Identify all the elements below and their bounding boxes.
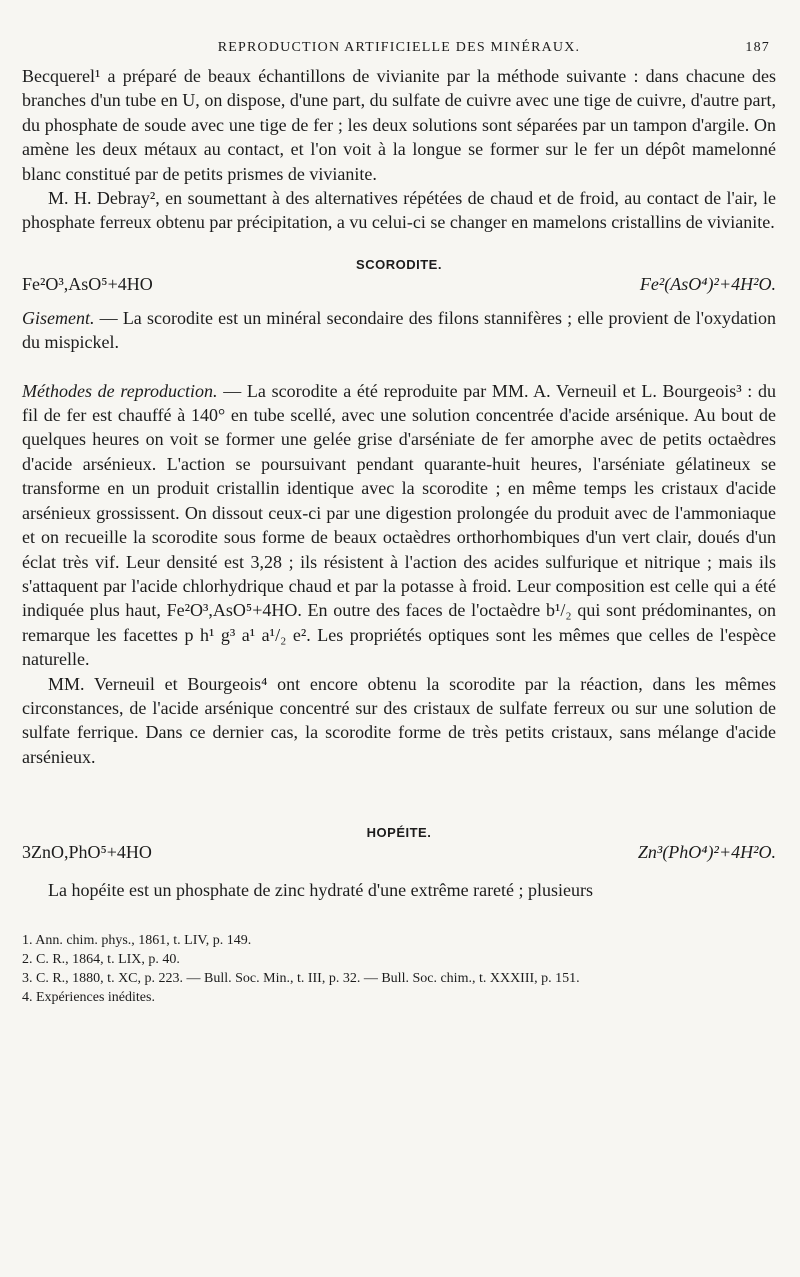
paragraph-gisement xyxy=(22,306,776,355)
paragraph-debray: M. H. Debray², en soumettant à des alternatives répétées de chaud et de froid, au contact de l'air, le phosphate ferreux obtenu par précipitation, a vu celui-ci se changer en mamelons cristallins de vivianite. xyxy=(22,188,776,233)
formula-scorodite-new: Fe²(AsO⁴)²+4H²O. xyxy=(639,273,776,294)
footnote: 1. Ann. chim. phys., 1861, t. LIV, p. 149. xyxy=(22,932,252,948)
label-gisement: Gisement. xyxy=(22,307,95,328)
paragraph-methodes xyxy=(22,379,776,672)
formula-hopeite-old: 3ZnO,PhO⁵+4HO xyxy=(22,842,152,863)
page-number: 187 xyxy=(745,40,770,55)
formula-scorodite xyxy=(22,272,776,296)
footnote: 3. C. R., 1880, t. XC, p. 223. — Bull. Soc. Min., t. III, p. 32. — Bull. Soc. chim., t. XXXIII, p. 151. xyxy=(22,970,580,986)
formula-scorodite-old: Fe²O³,AsO⁵+4HO xyxy=(22,273,153,294)
label-methodes: Méthodes de reproduction. xyxy=(22,380,218,401)
section-heading-scorodite: SCORODITE. xyxy=(356,256,442,272)
section-heading-hopeite: HOPÉITE. xyxy=(366,825,432,841)
text-gisement: — La scorodite est un minéral secondaire des filons stannifères ; elle provient de l'oxydation du mispickel. xyxy=(22,307,776,353)
paragraph-verneuil-bourgeois: MM. Verneuil et Bourgeois⁴ ont encore obtenu la scorodite par la réaction, dans les mêmes circonstances, de l'acide arsénique concentré sur des cristaux de sulfate ferreux ou sur une solution de sulfate ferrique. Dans ce dernier cas, la scorodite forme de très petits cristaux, sans mélange d'acide arsénieux. xyxy=(22,673,776,767)
document-page xyxy=(22,40,776,1007)
text-methodes: — La scorodite a été reproduite par MM. A. Verneuil et L. Bourgeois³ : du fil de fer est chauffé à 140° en tube scellé, avec une solution concentrée d'acide arsénique. Au bout de quelques heures on voit se former une gelée grise d'arséniate de fer amorphe avec de petits octaèdres d'acide arsénieux. L'action se poursuivant pendant quarante-huit heures, l'arséniate gélatineux se transforme en un produit cristallin identique avec la scorodite ; en même temps les cristaux d'acide arsénieux grossissent. On dissout ceux-ci par une digestion prolongée du produit avec de l'ammoniaque et on recueille la scorodite sous forme de beaux octaèdres orthorhombiques d'un vert clair, doués d'un éclat très vif. Leur densité est 3,28 ; ils résistent à l'action des acides sulfurique et nitrique ; mais ils s'attaquent par l'acide chlorhydrique chaud et par la potasse à froid. Leur composition est celle qui a été indiquée plus haut, Fe²O³,AsO⁵+4HO. En outre des faces de l'octaèdre b¹/₂ qui sont prédominantes, on remarque les facettes p h¹ g³ a¹ a¹/₂ e². Les propriétés optiques sont les mêmes que celles de l'espèce naturelle. xyxy=(22,380,777,670)
paragraph-hopeite: La hopéite est un phosphate de zinc hydraté d'une extrême rareté ; plusieurs xyxy=(48,880,594,901)
paragraph-becquerel: Becquerel¹ a préparé de beaux échantillons de vivianite par la méthode suivante : dans chacune des branches d'un tube en U, on dispose, d'une part, du sulfate de cuivre avec une tige de cuivre, d'autre part, du phosphate de soude avec une tige de fer ; les deux solutions sont séparées par un tampon d'argile. On amène les deux métaux au contact, et l'on voit à la longue se former sur le fer un dépôt mamelonné blanc constitué par de petits prismes de vivianite. xyxy=(22,66,776,184)
formula-hopeite xyxy=(22,840,776,864)
running-title: REPRODUCTION ARTIFICIELLE DES MINÉRAUX. xyxy=(217,40,581,55)
footnotes xyxy=(22,931,776,1007)
footnote: 4. Expériences inédites. xyxy=(22,989,155,1005)
formula-hopeite-new: Zn³(PhO⁴)²+4H²O. xyxy=(637,842,776,863)
footnote: 2. C. R., 1864, t. LIX, p. 40. xyxy=(22,951,180,967)
running-header xyxy=(22,40,776,64)
